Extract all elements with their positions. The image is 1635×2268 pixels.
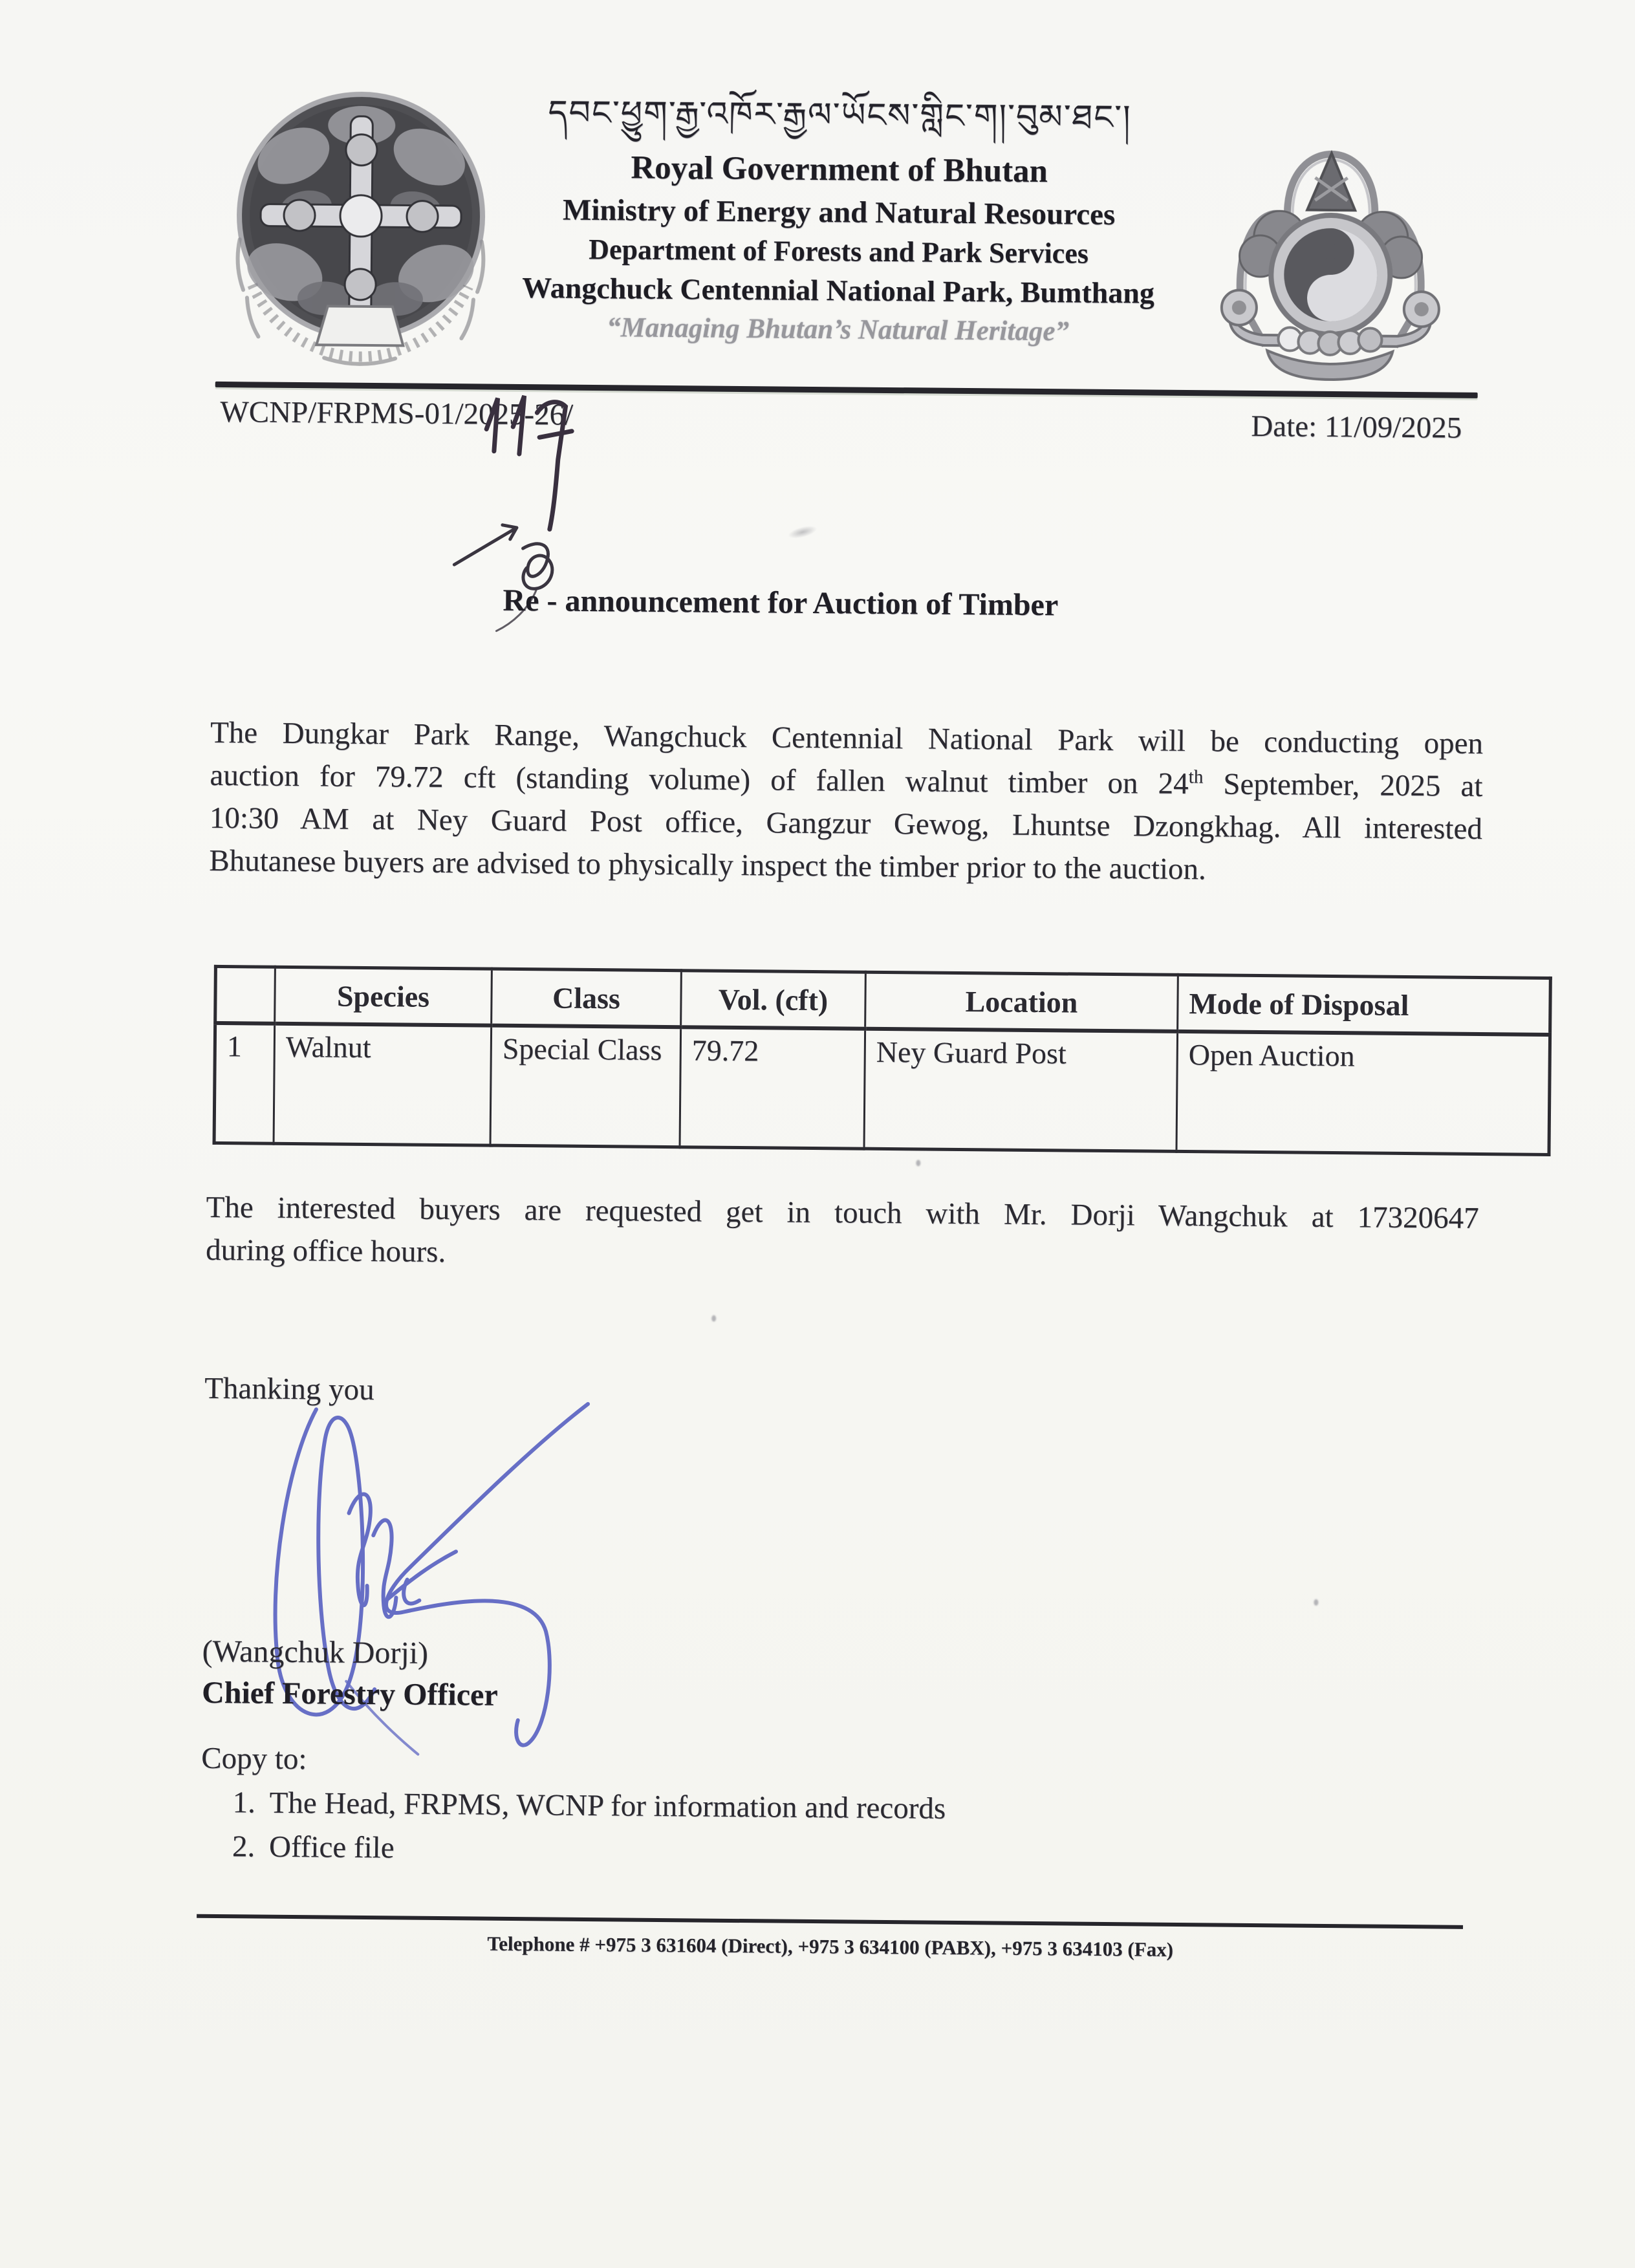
org-name-park: Wangchuck Centennial National Park, Bumthang: [522, 271, 1155, 310]
copy-to-list: [263, 1786, 946, 1870]
paragraph-line: Bhutanese buyers are advised to physically inspect the timber prior to the auction.: [209, 843, 1206, 887]
cell-class: Special Class: [490, 1026, 681, 1147]
paragraph-line: 10:30 AM at Ney Guard Post office, Gangzur Gewog, Lhuntse Dzongkhag. All interested: [209, 801, 1483, 847]
cell-species: Walnut: [274, 1024, 492, 1145]
scan-smudge: [787, 523, 819, 541]
document-title: Re - announcement for Auction of Timber: [503, 583, 1059, 623]
scan-speck: [916, 1160, 920, 1166]
dzongkha-header-line: དབང་ཕྱུག་རྒྱ་འཁོར་རྒྱལ་ཡོངས་གླིང་ག།་བུམ་ཐང་།: [548, 93, 1132, 138]
org-name-ministry: Ministry of Energy and Natural Resources: [562, 193, 1116, 232]
body-paragraph-auction: [209, 711, 1483, 893]
copy-to-item: 1. The Head, FRPMS, WCNP for information and records: [263, 1786, 946, 1826]
ordinal-superscript: th: [1188, 766, 1204, 788]
org-name-department: Department of Forests and Park Services: [589, 233, 1089, 270]
cell-location: Ney Guard Post: [864, 1029, 1178, 1152]
copy-to-item: 2. Office file: [263, 1830, 946, 1870]
footer-telephone: Telephone # +975 3 631604 (Direct), +975 3 634100 (PABX), +975 3 634103 (Fax): [487, 1932, 1174, 1961]
reference-number: WCNP/FRPMS-01/2025-26/: [220, 394, 574, 432]
col-header-class: Class: [492, 969, 682, 1027]
col-header-species: Species: [275, 967, 492, 1025]
body-paragraph-contact: [206, 1186, 1479, 1282]
col-header-location: Location: [865, 972, 1178, 1031]
col-header-disposal: Mode of Disposal: [1178, 975, 1551, 1035]
cell-index: 1: [214, 1023, 275, 1143]
paragraph-line: during office hours.: [205, 1233, 446, 1269]
scan-speck: [1314, 1599, 1318, 1606]
col-header-volume: Vol. (cft): [681, 971, 866, 1029]
footer-divider-line: [197, 1914, 1463, 1929]
table-row: [214, 1023, 1550, 1155]
wcnp-crown-emblem: [1217, 80, 1446, 385]
cell-disposal: Open Auction: [1176, 1031, 1550, 1155]
paragraph-line: The Dungkar Park Range, Wangchuck Centennial National Park will be conducting open: [210, 715, 1484, 761]
letterhead-text: [449, 94, 1228, 349]
date-line: Date: 11/09/2025: [1251, 409, 1462, 445]
org-motto: “Managing Bhutan’s Natural Heritage”: [606, 312, 1070, 347]
signatory-title: Chief Forestry Officer: [201, 1675, 498, 1712]
cell-volume: 79.72: [680, 1027, 865, 1149]
signatory-name: (Wangchuk Dorji): [202, 1634, 429, 1670]
col-header-index: [215, 966, 276, 1023]
timber-lot-table: [213, 965, 1552, 1156]
scan-speck: [711, 1315, 716, 1322]
closing-thanks: Thanking you: [204, 1371, 374, 1407]
ink-scribble: [439, 486, 609, 655]
copy-to-label: Copy to:: [201, 1741, 307, 1777]
org-name-government: Royal Government of Bhutan: [631, 149, 1048, 190]
copy-to-section: [200, 1741, 946, 1879]
paragraph-line: auction for 79.72 cft (standing volume) of fallen walnut timber on 24th September, 2025 at: [210, 758, 1483, 804]
paragraph-line: The interested buyers are requested get in touch with Mr. Dorji Wangchuk at 17320647: [206, 1190, 1479, 1235]
